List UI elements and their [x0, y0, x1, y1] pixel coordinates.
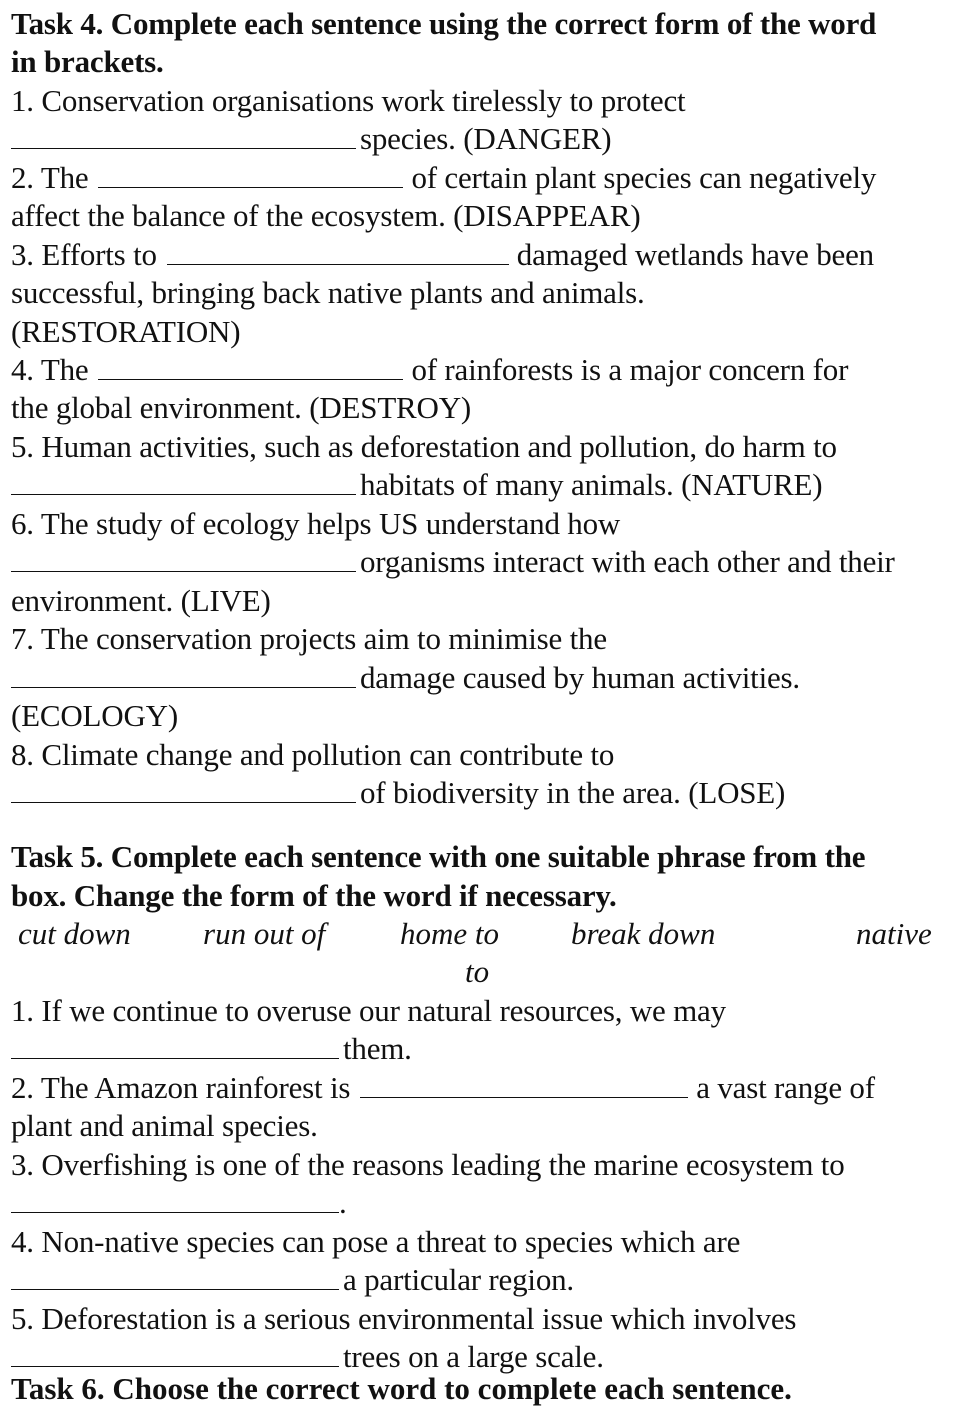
task5-q1-line1 — [11, 995, 726, 1026]
answer-blank[interactable] — [11, 687, 356, 688]
task5-title-line2: box. Change the form of the word if necessary. — [11, 878, 617, 913]
q5-text-end: habitats of many animals. (NATURE) — [360, 467, 823, 502]
task4-q6-line2 — [11, 546, 895, 577]
task5-title — [11, 841, 865, 872]
q4-text-cont: the global environment. (DESTROY) — [11, 390, 472, 425]
q7-text-end: damage caused by human activities. — [360, 660, 800, 695]
q3-text-cont: successful, bringing back native plants and animals. — [11, 275, 645, 310]
task5-q4-line2 — [11, 1264, 574, 1295]
task5-q3-line1 — [11, 1149, 845, 1180]
answer-blank[interactable] — [11, 802, 356, 803]
answer-blank[interactable] — [11, 148, 356, 149]
q6-text-end: organisms interact with each other and their — [360, 544, 895, 579]
answer-blank[interactable] — [98, 187, 403, 188]
q3-text: 3. Efforts to — [11, 237, 157, 272]
phrase-break-down: break down — [571, 916, 716, 951]
q2-text: 2. The — [11, 160, 89, 195]
task4-q6-line1 — [11, 508, 620, 539]
task6-title-cutoff — [0, 1371, 978, 1406]
task5-q4-line1 — [11, 1226, 740, 1257]
t5-q2-text-cont: plant and animal species. — [11, 1108, 318, 1143]
task4-title-line1: Task 4. Complete each sentence using the correct form of the word — [11, 6, 877, 41]
task5-q3-line2 — [11, 1187, 347, 1218]
task4-q3-line2 — [11, 277, 645, 308]
phrase-native-to: to — [465, 954, 490, 989]
t5-q3-text-end: . — [339, 1185, 347, 1220]
task4-title — [11, 8, 876, 39]
task5-title-cont — [11, 880, 617, 911]
answer-blank[interactable] — [98, 379, 403, 380]
task4-q1-line1 — [11, 85, 685, 116]
task4-q7-line1 — [11, 623, 607, 654]
q7-text: 7. The conservation projects aim to minimise the — [11, 621, 607, 656]
task5-q5-line2 — [11, 1341, 604, 1372]
answer-blank[interactable] — [11, 1289, 339, 1290]
task4-q5-line1 — [11, 431, 837, 462]
t5-q2-text-end: a vast range of — [696, 1070, 875, 1105]
task6-title: Task 6. Choose the correct word to complete each sentence. — [11, 1371, 792, 1406]
t5-q2-text: 2. The Amazon rainforest is — [11, 1070, 351, 1105]
task5-q2-line2 — [11, 1110, 318, 1141]
answer-blank[interactable] — [360, 1097, 688, 1098]
task4-q2-line1 — [11, 162, 876, 193]
task4-q7-line3 — [11, 700, 178, 731]
task4-q1-line2 — [11, 123, 611, 154]
task4-q4-line1 — [11, 354, 848, 385]
task5-q5-line1 — [11, 1303, 796, 1334]
answer-blank[interactable] — [11, 1212, 339, 1213]
answer-blank[interactable] — [11, 571, 356, 572]
t5-q1-text: 1. If we continue to overuse our natural resources, we may — [11, 993, 726, 1028]
q1-text-end: species. (DANGER) — [360, 121, 612, 156]
answer-blank[interactable] — [11, 494, 356, 495]
task4-q3-line1 — [11, 239, 874, 270]
t5-q5-text: 5. Deforestation is a serious environmental issue which involves — [11, 1301, 797, 1336]
task5-q2-line1 — [11, 1072, 875, 1103]
q4-text-end: of rainforests is a major concern for — [411, 352, 849, 387]
t5-q3-text: 3. Overfishing is one of the reasons leading the marine ecosystem to — [11, 1147, 845, 1182]
phrase-home-to: home to — [400, 916, 500, 951]
task4-q3-line3 — [11, 316, 240, 347]
q7-word: (ECOLOGY) — [11, 698, 178, 733]
task4-q4-line2 — [11, 392, 471, 423]
q3-word: (RESTORATION) — [11, 314, 241, 349]
task4-q6-line3 — [11, 585, 271, 616]
phrase-cut-down: cut down — [18, 916, 131, 951]
q8-text: 8. Climate change and pollution can contribute to — [11, 737, 615, 772]
t5-q4-text-end: a particular region. — [343, 1262, 574, 1297]
t5-q1-text-end: them. — [343, 1031, 412, 1066]
q4-text: 4. The — [11, 352, 89, 387]
task4-q5-line2 — [11, 469, 822, 500]
task4-title-cont — [11, 46, 164, 77]
t5-q4-text: 4. Non-native species can pose a threat to species which are — [11, 1224, 741, 1259]
q3-text-end: damaged wetlands have been — [516, 237, 874, 272]
task4-q8-line2 — [11, 777, 785, 808]
q2-text-cont: affect the balance of the ecosystem. (DISAPPEAR) — [11, 198, 641, 233]
t5-q5-text-end: trees on a large scale. — [343, 1339, 604, 1374]
task5-q1-line2 — [11, 1033, 412, 1064]
q6-text-cont: environment. (LIVE) — [11, 583, 271, 618]
q5-text: 5. Human activities, such as deforestation and pollution, do harm to — [11, 429, 837, 464]
answer-blank[interactable] — [167, 264, 509, 265]
answer-blank[interactable] — [11, 1058, 339, 1059]
task5-title-line1: Task 5. Complete each sentence with one suitable phrase from the — [11, 839, 866, 874]
answer-blank[interactable] — [11, 1366, 339, 1367]
task4-title-line2: in brackets. — [11, 44, 164, 79]
q8-text-end: of biodiversity in the area. (LOSE) — [360, 775, 786, 810]
q1-text: 1. Conservation organisations work tirelessly to protect — [11, 83, 686, 118]
task4-q7-line2 — [11, 662, 800, 693]
task4-q2-line2 — [11, 200, 640, 231]
q2-text-end: of certain plant species can negatively — [411, 160, 877, 195]
phrase-run-out-of: run out of — [203, 916, 326, 951]
task4-q8-line1 — [11, 739, 614, 770]
q6-text: 6. The study of ecology helps US understand how — [11, 506, 621, 541]
phrase-native: native — [856, 916, 932, 951]
